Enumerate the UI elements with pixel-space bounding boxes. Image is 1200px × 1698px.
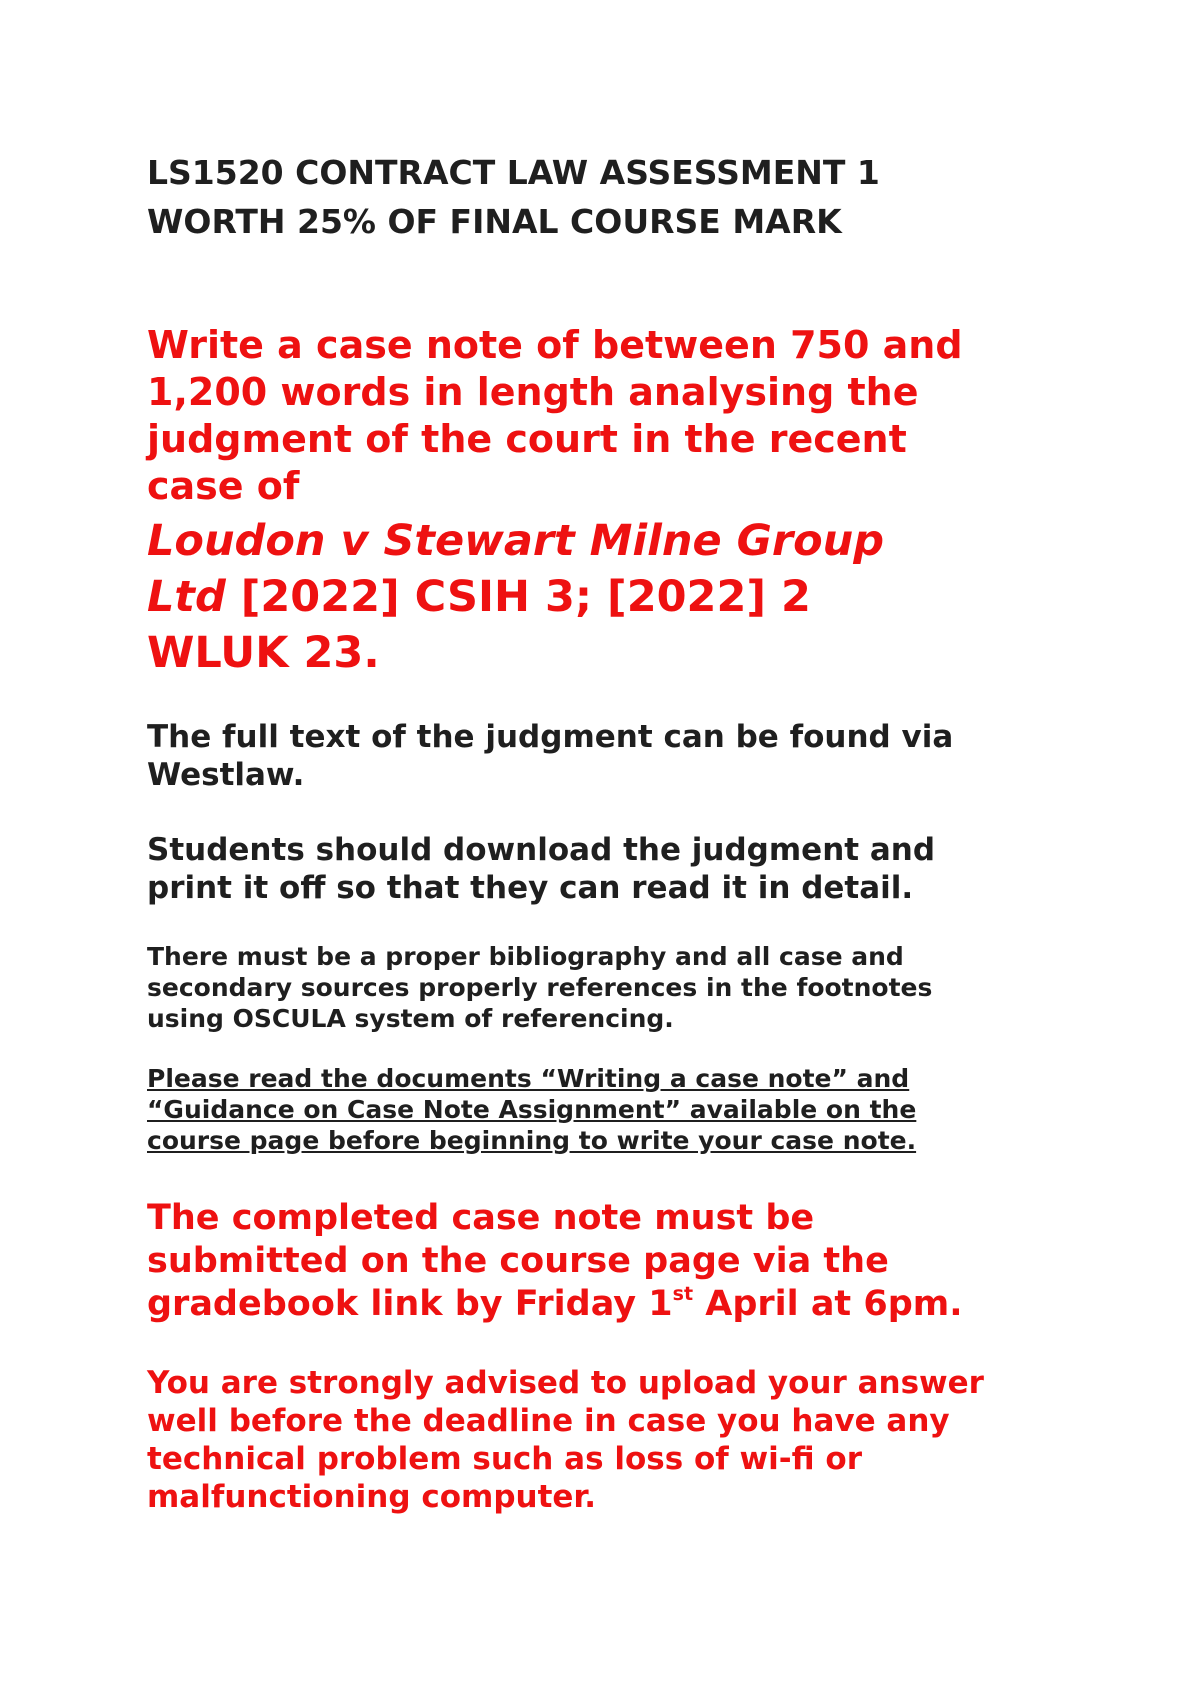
submission-line-1: The completed case note must be (147, 1198, 815, 1238)
bibliography-note (147, 941, 1147, 1034)
guidance-line-2: “Guidance on Case Note Assignment” available on the (147, 1095, 917, 1124)
submission-deadline (147, 1197, 1147, 1326)
case-citation-reference: [2022] CSIH 3; [2022] 2 (225, 572, 811, 622)
advice-line-3: technical problem such as loss of wi-fi or (147, 1441, 863, 1477)
westlaw-line-1: The full text of the judgment can be found via (147, 719, 954, 755)
case-name-italic: Loudon v Stewart Milne Group (147, 516, 885, 566)
submission-date-text: gradebook link by Friday 1 (147, 1284, 673, 1324)
case-name-ltd: Ltd (147, 572, 226, 622)
upload-advice (147, 1364, 1147, 1516)
case-citation (147, 513, 1147, 681)
guidance-line-1: Please read the documents “Writing a case note” and (147, 1064, 910, 1093)
heading-line-2: WORTH 25% OF FINAL COURSE MARK (147, 202, 842, 241)
westlaw-line-2: Westlaw. (147, 757, 305, 793)
download-line-2: print it off so that they can read it in detail. (147, 870, 914, 906)
instruction-line-4: case of (147, 464, 300, 508)
advice-line-2: well before the deadline in case you have any (147, 1403, 950, 1439)
guidance-note (147, 1063, 1147, 1156)
ordinal-suffix: st (672, 1283, 694, 1305)
case-citation-line-3: WLUK 23. (147, 628, 380, 678)
instruction-line-1: Write a case note of between 750 and (147, 323, 963, 367)
bibliography-line-1: There must be a proper bibliography and all case and (147, 942, 904, 971)
instruction-line-2: 1,200 words in length analysing the (147, 370, 919, 414)
download-note (147, 831, 1147, 907)
download-line-1: Students should download the judgment and (147, 832, 936, 868)
bibliography-line-2: secondary sources properly references in the footnotes (147, 973, 933, 1002)
heading-line-1: LS1520 CONTRACT LAW ASSESSMENT 1 (147, 153, 880, 192)
instruction-line-3: judgment of the court in the recent (147, 417, 907, 461)
submission-line-2: submitted on the course page via the (147, 1241, 889, 1281)
case-citation-line-2 (147, 569, 1147, 625)
advice-line-4: malfunctioning computer. (147, 1479, 597, 1515)
assessment-heading (147, 148, 1147, 246)
westlaw-note (147, 718, 1147, 794)
submission-time-text: April at 6pm. (693, 1284, 963, 1324)
case-name-line-1 (147, 513, 1147, 569)
submission-line-3 (147, 1283, 1147, 1326)
assignment-instruction (147, 322, 1147, 510)
bibliography-line-3: using OSCULA system of referencing. (147, 1004, 674, 1033)
guidance-line-3: course page before beginning to write your case note. (147, 1126, 917, 1155)
advice-line-1: You are strongly advised to upload your answer (147, 1365, 984, 1401)
